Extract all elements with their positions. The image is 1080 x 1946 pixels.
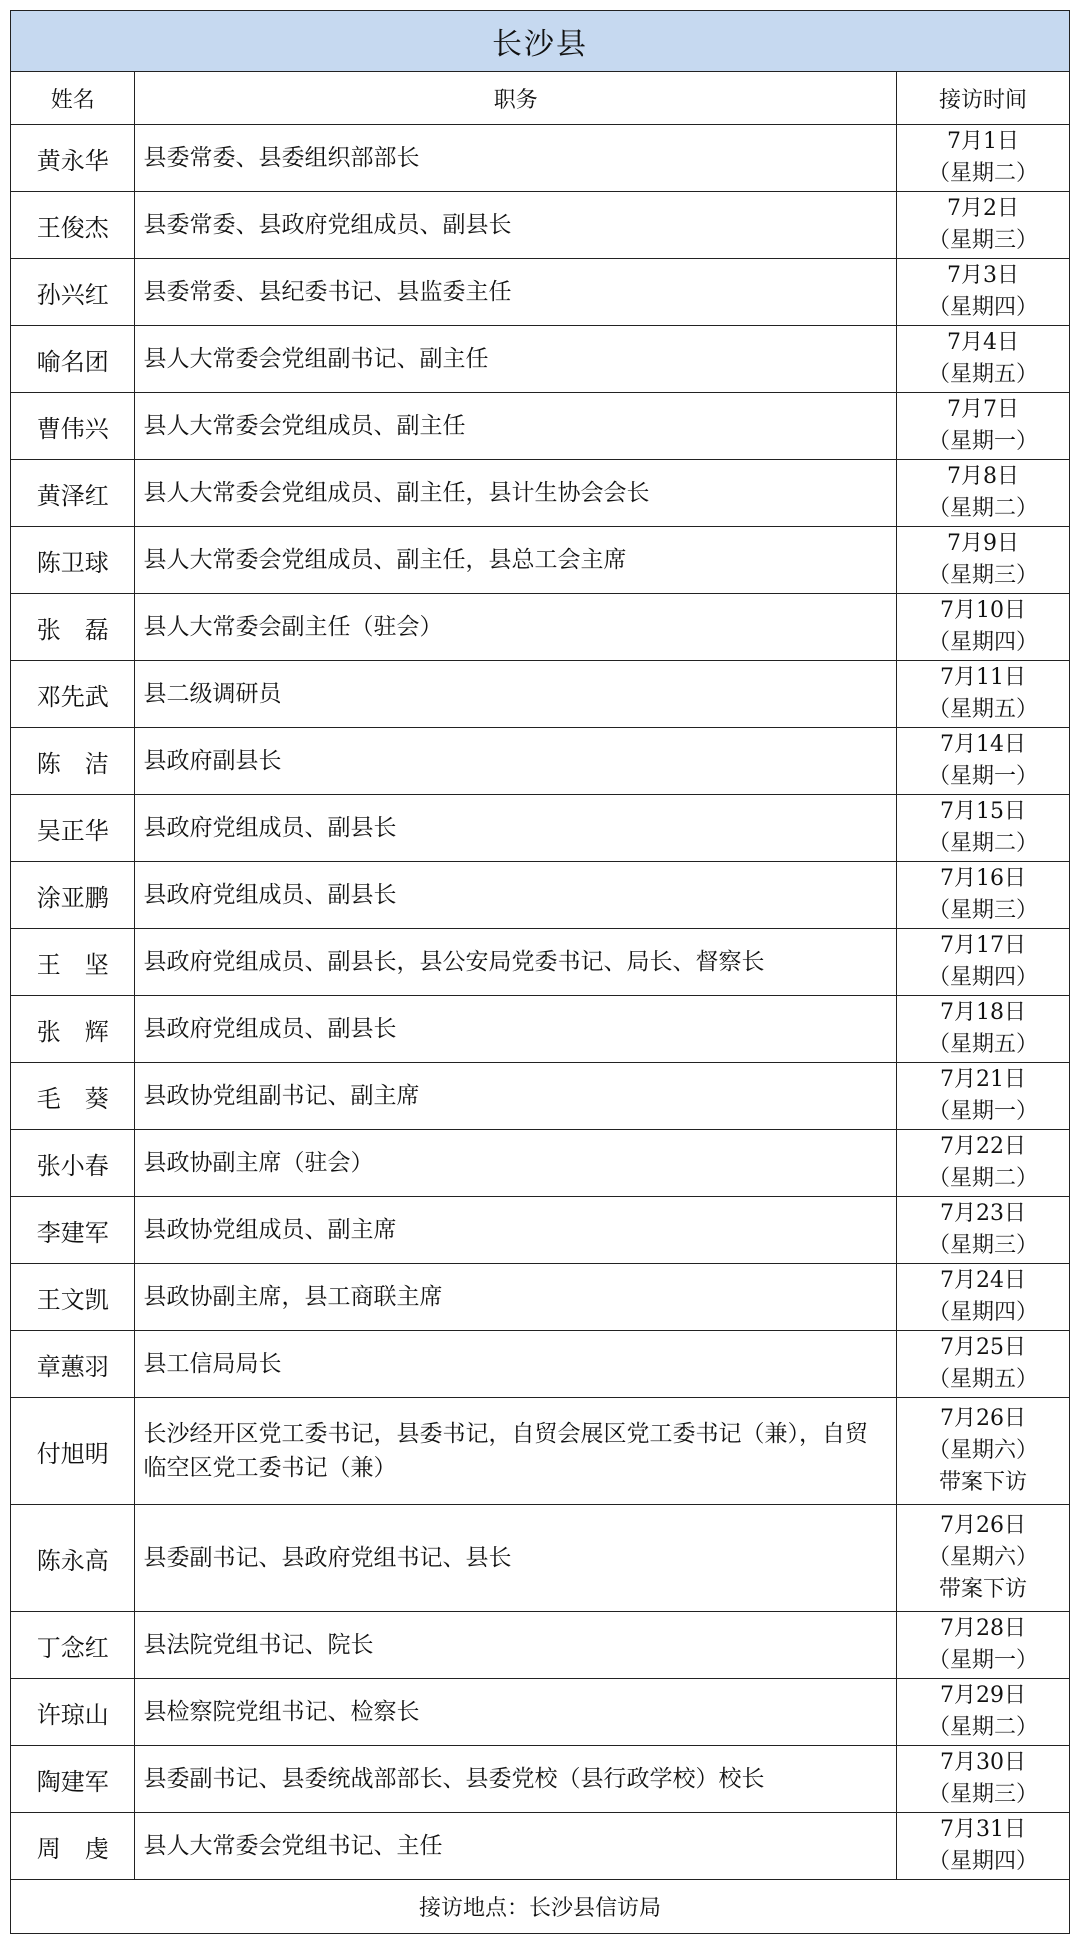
reception-date-cell	[897, 326, 1070, 393]
reception-date-cell	[897, 661, 1070, 728]
reception-weekday: （星期三）	[927, 563, 1038, 588]
reception-note: 带案下访	[938, 1470, 1027, 1495]
reception-date: 7月23日	[940, 1201, 1026, 1226]
reception-weekday: （星期二）	[927, 831, 1038, 856]
official-name: 张小春	[11, 1130, 135, 1197]
reception-date: 7月17日	[940, 933, 1026, 958]
reception-date: 7月15日	[940, 799, 1026, 824]
reception-weekday: （星期六）	[927, 1545, 1038, 1570]
official-duty: 县政协党组成员、副主席	[135, 1197, 897, 1264]
official-duty: 县委常委、县纪委书记、县监委主任	[135, 259, 897, 326]
reception-date-cell	[897, 929, 1070, 996]
reception-date: 7月29日	[940, 1683, 1026, 1708]
reception-date-cell	[897, 192, 1070, 259]
official-name: 陈 洁	[11, 728, 135, 795]
reception-weekday: （星期二）	[927, 1715, 1038, 1740]
reception-date: 7月26日	[940, 1406, 1026, 1431]
reception-date-cell	[897, 1746, 1070, 1813]
table-row	[11, 125, 1070, 192]
reception-date: 7月4日	[947, 330, 1019, 355]
official-name: 陶建军	[11, 1746, 135, 1813]
reception-date-cell	[897, 393, 1070, 460]
official-name: 李建军	[11, 1197, 135, 1264]
table-row	[11, 795, 1070, 862]
table-row	[11, 1612, 1070, 1679]
table-row	[11, 1813, 1070, 1880]
reception-weekday: （星期二）	[927, 496, 1038, 521]
reception-weekday: （星期五）	[927, 697, 1038, 722]
reception-date-cell	[897, 862, 1070, 929]
official-name: 王俊杰	[11, 192, 135, 259]
reception-date: 7月10日	[940, 598, 1026, 623]
official-name: 陈卫球	[11, 527, 135, 594]
table-row	[11, 1264, 1070, 1331]
table-row	[11, 1331, 1070, 1398]
reception-weekday: （星期五）	[927, 1032, 1038, 1057]
official-name: 黄泽红	[11, 460, 135, 527]
table-row	[11, 460, 1070, 527]
reception-date-cell	[897, 1063, 1070, 1130]
table-row	[11, 1197, 1070, 1264]
official-name: 付旭明	[11, 1398, 135, 1505]
official-duty: 县人大常委会党组副书记、副主任	[135, 326, 897, 393]
reception-date: 7月18日	[940, 1000, 1026, 1025]
reception-date-cell	[897, 594, 1070, 661]
reception-date-cell	[897, 1505, 1070, 1612]
official-duty: 县委副书记、县委统战部部长、县委党校（县行政学校）校长	[135, 1746, 897, 1813]
column-header-duty: 职务	[135, 72, 897, 125]
table-row	[11, 1398, 1070, 1505]
official-name: 王文凯	[11, 1264, 135, 1331]
reception-date: 7月8日	[947, 464, 1019, 489]
official-duty: 县政府党组成员、副县长，县公安局党委书记、局长、督察长	[135, 929, 897, 996]
official-duty: 县法院党组书记、院长	[135, 1612, 897, 1679]
official-duty: 县人大常委会党组成员、副主任，县计生协会会长	[135, 460, 897, 527]
reception-date: 7月1日	[947, 129, 1019, 154]
table-row	[11, 1130, 1070, 1197]
reception-weekday: （星期四）	[927, 630, 1038, 655]
reception-date: 7月24日	[940, 1268, 1026, 1293]
official-duty: 县政府党组成员、副县长	[135, 795, 897, 862]
official-duty: 县政府副县长	[135, 728, 897, 795]
reception-date: 7月30日	[940, 1750, 1026, 1775]
official-name: 张 辉	[11, 996, 135, 1063]
official-duty: 县二级调研员	[135, 661, 897, 728]
official-duty: 县检察院党组书记、检察长	[135, 1679, 897, 1746]
official-name: 曹伟兴	[11, 393, 135, 460]
official-duty: 县政协副主席（驻会）	[135, 1130, 897, 1197]
official-name: 孙兴红	[11, 259, 135, 326]
official-duty: 县政府党组成员、副县长	[135, 996, 897, 1063]
official-name: 张 磊	[11, 594, 135, 661]
official-duty: 县人大常委会副主任（驻会）	[135, 594, 897, 661]
reception-weekday: （星期三）	[927, 1782, 1038, 1807]
official-duty: 县人大常委会党组成员、副主任	[135, 393, 897, 460]
reception-date-cell	[897, 1612, 1070, 1679]
reception-date: 7月28日	[940, 1616, 1026, 1641]
reception-weekday: （星期五）	[927, 362, 1038, 387]
table-row	[11, 326, 1070, 393]
official-name: 涂亚鹏	[11, 862, 135, 929]
table-row	[11, 661, 1070, 728]
official-duty: 县政协党组副书记、副主席	[135, 1063, 897, 1130]
official-name: 毛 葵	[11, 1063, 135, 1130]
table-row	[11, 728, 1070, 795]
reception-date: 7月25日	[940, 1335, 1026, 1360]
table-row	[11, 1746, 1070, 1813]
official-duty: 县工信局局长	[135, 1331, 897, 1398]
table-row	[11, 1505, 1070, 1612]
reception-date-cell	[897, 1398, 1070, 1505]
official-name: 黄永华	[11, 125, 135, 192]
official-name: 周 虔	[11, 1813, 135, 1880]
reception-date: 7月11日	[940, 665, 1026, 690]
reception-date: 7月3日	[947, 263, 1019, 288]
table-title: 长沙县	[11, 11, 1070, 72]
reception-date-cell	[897, 1130, 1070, 1197]
official-name: 章蕙羽	[11, 1331, 135, 1398]
official-name: 邓先武	[11, 661, 135, 728]
table-row	[11, 527, 1070, 594]
reception-date: 7月16日	[940, 866, 1026, 891]
official-name: 丁念红	[11, 1612, 135, 1679]
reception-weekday: （星期一）	[927, 1099, 1038, 1124]
reception-date: 7月22日	[940, 1134, 1026, 1159]
reception-date-cell	[897, 1264, 1070, 1331]
reception-date-cell	[897, 527, 1070, 594]
reception-weekday: （星期四）	[927, 295, 1038, 320]
reception-date-cell	[897, 795, 1070, 862]
reception-note: 带案下访	[938, 1577, 1027, 1602]
table-row	[11, 594, 1070, 661]
column-header-name: 姓名	[11, 72, 135, 125]
table-row	[11, 192, 1070, 259]
reception-date: 7月7日	[947, 397, 1019, 422]
reception-date-cell	[897, 1679, 1070, 1746]
table-row	[11, 259, 1070, 326]
official-name: 喻名团	[11, 326, 135, 393]
official-name: 陈永高	[11, 1505, 135, 1612]
table-row	[11, 393, 1070, 460]
reception-date: 7月31日	[940, 1817, 1026, 1842]
reception-date-cell	[897, 1197, 1070, 1264]
official-name: 王 坚	[11, 929, 135, 996]
reception-date-cell	[897, 1331, 1070, 1398]
official-duty: 县委副书记、县政府党组书记、县长	[135, 1505, 897, 1612]
table-row	[11, 1679, 1070, 1746]
reception-weekday: （星期三）	[927, 898, 1038, 923]
table-row	[11, 996, 1070, 1063]
official-duty: 县政府党组成员、副县长	[135, 862, 897, 929]
table-row	[11, 929, 1070, 996]
reception-date-cell	[897, 1813, 1070, 1880]
official-duty: 县委常委、县政府党组成员、副县长	[135, 192, 897, 259]
column-header-date: 接访时间	[897, 72, 1070, 125]
official-duty: 县政协副主席，县工商联主席	[135, 1264, 897, 1331]
reception-date: 7月21日	[940, 1067, 1026, 1092]
reception-weekday: （星期六）	[927, 1438, 1038, 1463]
reception-schedule-table	[10, 10, 1070, 1934]
reception-weekday: （星期一）	[927, 429, 1038, 454]
official-name: 吴正华	[11, 795, 135, 862]
reception-weekday: （星期一）	[927, 764, 1038, 789]
reception-date-cell	[897, 460, 1070, 527]
reception-date-cell	[897, 259, 1070, 326]
reception-location-footer: 接访地点：长沙县信访局	[11, 1880, 1070, 1934]
reception-weekday: （星期四）	[927, 965, 1038, 990]
reception-weekday: （星期五）	[927, 1367, 1038, 1392]
reception-weekday: （星期三）	[927, 1233, 1038, 1258]
reception-weekday: （星期一）	[927, 1648, 1038, 1673]
table-row	[11, 1063, 1070, 1130]
reception-date: 7月9日	[947, 531, 1019, 556]
reception-weekday: （星期四）	[927, 1300, 1038, 1325]
reception-date-cell	[897, 125, 1070, 192]
reception-date: 7月2日	[947, 196, 1019, 221]
reception-weekday: （星期二）	[927, 1166, 1038, 1191]
reception-weekday: （星期三）	[927, 228, 1038, 253]
official-name: 许琼山	[11, 1679, 135, 1746]
official-duty: 县人大常委会党组成员、副主任，县总工会主席	[135, 527, 897, 594]
reception-weekday: （星期二）	[927, 161, 1038, 186]
reception-weekday: （星期四）	[927, 1849, 1038, 1874]
official-duty: 县委常委、县委组织部部长	[135, 125, 897, 192]
reception-date-cell	[897, 728, 1070, 795]
reception-date: 7月14日	[940, 732, 1026, 757]
reception-date: 7月26日	[940, 1513, 1026, 1538]
schedule-rows	[11, 125, 1070, 1880]
official-duty: 长沙经开区党工委书记，县委书记，自贸会展区党工委书记（兼），自贸临空区党工委书记（兼）	[135, 1398, 897, 1505]
table-row	[11, 862, 1070, 929]
official-duty: 县人大常委会党组书记、主任	[135, 1813, 897, 1880]
reception-date-cell	[897, 996, 1070, 1063]
